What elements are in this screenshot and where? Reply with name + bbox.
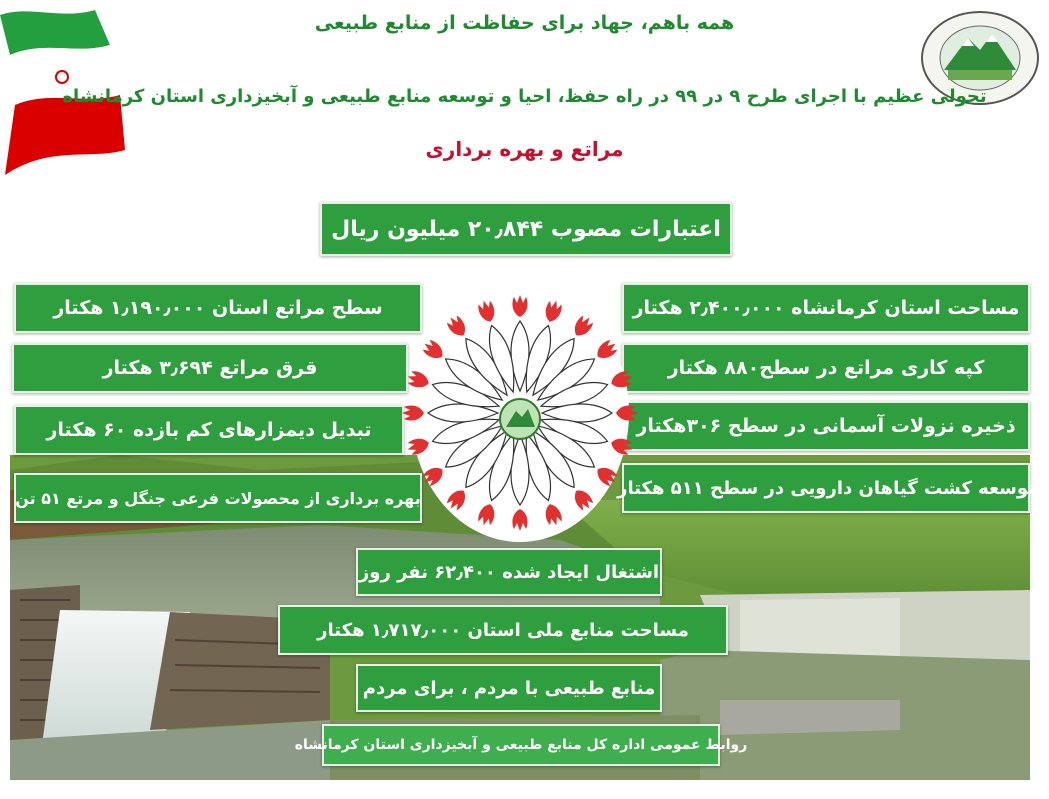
right-box-1 [622, 283, 1030, 333]
right-box-4 [617, 463, 1035, 513]
footer-label: روابط عمومی اداره کل منابع طبیعی و آبخیزداری استان کرمانشاه [294, 737, 748, 753]
employment-box [356, 548, 662, 596]
right-box-label: کپه کاری مراتع در سطح۸۸۰ هکتار [667, 357, 985, 379]
right-box-label: ذخیره نزولات آسمانی در سطح ۳۰۶هکتار [636, 415, 1016, 437]
right-box-3 [622, 401, 1030, 451]
national-resources-label: مساحت منابع ملی استان ۱٫۷۱۷٫۰۰۰ هکتار [317, 619, 689, 641]
left-box-label: قرق مراتع ۳٫۶۹۴ هکتار [102, 357, 318, 379]
left-box-label: سطح مراتع استان ۱٫۱۹۰٫۰۰۰ هکتار [53, 297, 383, 319]
budget-label: اعتبارات مصوب ۲۰٫۸۴۴ میلیون ریال [331, 216, 721, 242]
right-box-2 [622, 343, 1030, 393]
footer-credit [294, 724, 748, 766]
left-box-label: تبدیل دیمزارهای کم بازده ۶۰ هکتار [46, 419, 372, 441]
section-title: مراتع و بهره برداری [425, 137, 624, 161]
left-box-label: بهره برداری از محصولات فرعی جنگل و مرتع ۵۱ تن [15, 488, 421, 508]
left-box-4 [14, 473, 422, 523]
national-resources-box [278, 605, 728, 655]
right-box-label: توسعه کشت گیاهان دارویی در سطح ۵۱۱ هکتار [617, 477, 1035, 499]
motto-label: منابع طبیعی با مردم ، برای مردم [362, 677, 656, 699]
budget-box [320, 202, 732, 256]
right-box-label: مساحت استان کرمانشاه ۲٫۴۰۰٫۰۰۰ هکتار [632, 297, 1020, 319]
left-box-1 [14, 283, 422, 333]
motto-box [356, 664, 662, 712]
header-slogan: همه باهم، جهاد برای حفاظت از منابع طبیعی [314, 12, 735, 34]
left-box-3 [14, 405, 404, 455]
employment-label: اشتغال ایجاد شده ۶۲٫۴۰۰ نفر روز [358, 561, 660, 583]
tulip-flower-emblem-icon [409, 282, 631, 544]
header-subtitle: تحولی عظیم با اجرای طرح ۹ در ۹۹ در راه حفظ، احیا و توسعه منابع طبیعی و آبخیزداری استان کرمانشاه [62, 86, 987, 107]
left-box-2 [12, 343, 408, 393]
